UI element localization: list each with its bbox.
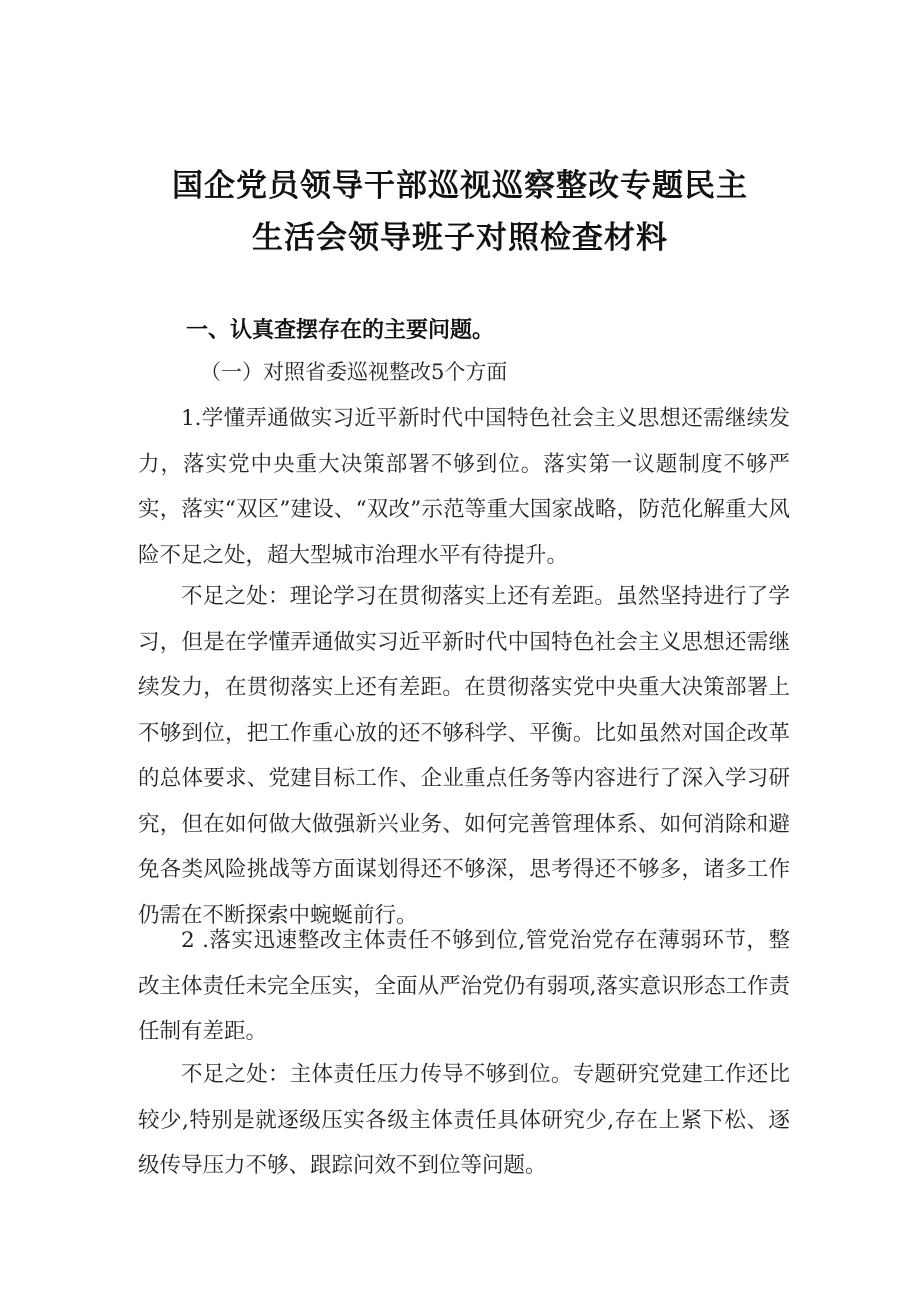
paragraph-item-1: 1.学懂弄通做实习近平新时代中国特色社会主义思想还需继续发力，落实党中央重大决策部署不够到位。落实第一议题制度不够严实，落实“双区”建设、“双改”示范等重大国家战略，防范化解重大风险不足之处，超大型城市治理水平有待提升。 [138,406,790,568]
subsection-heading: （一）对照省委巡视整改5个方面 [200,360,508,384]
paragraph-item-1-shortcomings: 不足之处：理论学习在贯彻落实上还有差距。虽然坚持进行了学习，但是在学懂弄通做实习近平新时代中国特色社会主义思想还需继续发力，在贯彻落实上还有差距。在贯彻落实党中央重大决策部署上不够到位，把工作重心放的还不够科学、平衡。比如虽然对国企改革的总体要求、党建目标工作、企业重点任务等内容进行了深入学习研究，但在如何做大做强新兴业务、如何完善管理体系、如何消除和避免各类风险挑战等方面谋划得还不够深，思考得还不够多，诸多工作仍需在不断探索中蜿蜒前行。 [138,584,790,928]
paragraph-item-2: 2 .落实迅速整改主体责任不够到位,管党治党存在薄弱环节，整改主体责任未完全压实，全面从严治党仍有弱项,落实意识形态工作责任制有差距。 [138,928,790,1044]
paragraph-item-2-shortcomings: 不足之处：主体责任压力传导不够到位。专题研究党建工作还比较少,特别是就逐级压实各级主体责任具体研究少,存在上紧下松、逐级传导压力不够、跟踪问效不到位等问题。 [138,1062,790,1178]
document-title-line-1: 国企党员领导干部巡视巡察整改专题民主 [172,168,748,204]
document-title-line-2: 生活会领导班子对照检查材料 [252,220,668,256]
section-heading: 一、认真查摆存在的主要问题。 [186,318,495,343]
